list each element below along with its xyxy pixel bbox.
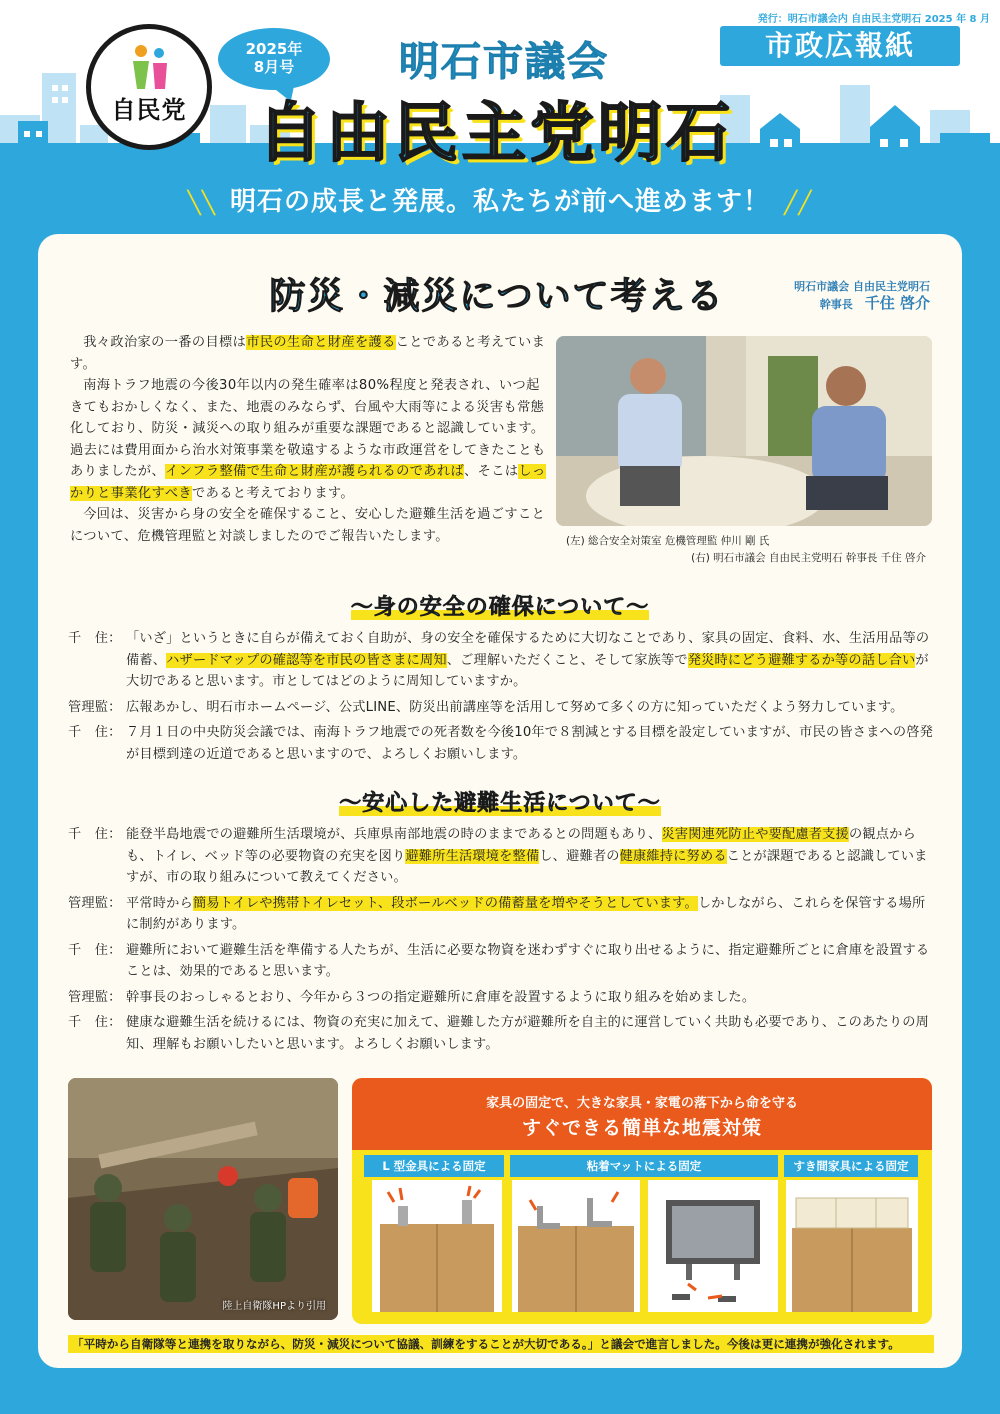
- speaker: 千 住：: [68, 827, 122, 842]
- speaker: 管理監：: [68, 895, 122, 911]
- section-heading: ～安心した避難生活について～: [339, 791, 661, 816]
- intro-paragraph: 南海トラフ地震の今後30年以内の発生確率は80%程度と発表され、いつ起きてもおかしくなく、また、地震のみならず、台風や大雨等による災害も常態化しており、防災・減災への取り組みが重要な課題であると認識しています。過去には費用面から治水対策事業を敬遠するような市政運営をしてきたこともありましたが、インフラ整備で生命と財産が護られるのであれば、そこはしっかりと事業化すべきであると考えております。: [70, 378, 546, 501]
- dialogue-row: 管理監： 広報あかし、明石市ホームページ、公式LINE、防災出前講座等を活用して努めて多くの方に知っていただくよう努力しています。: [68, 697, 934, 719]
- slogan-deco-right: ╱╱: [784, 191, 813, 216]
- dialogue-block: [68, 824, 934, 1059]
- earthquake-tips-subtitle: 家具の固定で、大きな家具・家電の落下から命を守る: [486, 1096, 798, 1111]
- tab-adhesive-mat: 粘着マットによる固定: [510, 1155, 778, 1177]
- party-logo: [86, 24, 212, 150]
- speaker: 管理監：: [68, 989, 122, 1005]
- tab-gap-furniture: すき間家具による固定: [784, 1155, 918, 1177]
- speaker: 千 住：: [68, 1015, 122, 1030]
- photo-caption-right: (右) 明石市議会 自由民主党明石 幹事長 千住 啓介: [691, 552, 926, 564]
- earthquake-tips-title: すぐできる簡単な地震対策: [521, 1117, 762, 1139]
- dialogue-row: 千 住： 「いざ」というときに自らが備えておく自助が、身の安全を確保するために大切なことであり、家具の固定、食料、水、生活用品等の備蓄、ハザードマップの確認等を市民の皆さまに周知、ご理解いただくこと、そして家族等で発災時にどう避難するか等の話し合いが大切であると思います。市としてはどのように周知していますか。: [68, 628, 934, 693]
- speaker: 千 住：: [68, 725, 122, 740]
- rescue-photo-caption: 陸上自衛隊HPより引用: [222, 1301, 326, 1312]
- issue-date: 2025年 8月号: [245, 40, 303, 76]
- author-name: 千住 啓介: [864, 294, 930, 312]
- dialogue-row: 管理監： 平常時から簡易トイレや携帯トイレセット、段ボールベッドの備蓄量を増やそうとしています。しかしながら、これらを保管する場所に制約があります。: [68, 893, 934, 936]
- adhesive-mat-tv-illustration: [648, 1180, 778, 1312]
- gap-furniture-illustration: [786, 1180, 918, 1312]
- paper-type-badge: 市政広報紙: [720, 26, 960, 66]
- intro-paragraph: 我々政治家の一番の目標は市民の生命と財産を護ることであると考えています。: [70, 335, 546, 372]
- masthead: [0, 0, 1000, 175]
- slogan-bar: [0, 175, 1000, 230]
- interview-photo: [556, 336, 932, 526]
- article-title: 防災・減災について考える: [262, 268, 732, 316]
- dialogue-row: 千 住： 避難所において避難生活を準備する人たちが、生活に必要な物資を迷わずすぐに取り出せるように、指定避難所ごとに倉庫を設置することは、効果的であると思います。: [68, 940, 934, 983]
- slogan-text: 明石の成長と発展。私たちが前へ進めます！: [229, 187, 770, 217]
- section-heading: ～身の安全の確保について～: [350, 595, 650, 620]
- tab-l-bracket: L 型金具による固定: [364, 1155, 504, 1177]
- party-logo-text: 自民党: [108, 90, 191, 125]
- speaker: 千 住：: [68, 942, 122, 958]
- adhesive-mat-furniture-illustration: [512, 1180, 640, 1312]
- dialogue-block: [68, 628, 934, 769]
- dialogue-row: 千 住： 能登半島地震での避難所生活環境が、兵庫県南部地震の時のままであるとの問題もあり、災害関連死防止や要配慮者支援の観点からも、トイレ、ベッド等の必要物資の充実を図り避難所生活環境を整備し、避難者の健康維持に努めることが課題であると認識していますが、市の取り組みについて教えてください。: [68, 824, 934, 889]
- rescue-photo: [68, 1078, 338, 1320]
- speaker: 管理監：: [68, 699, 122, 715]
- speaker: 千 住：: [68, 631, 122, 646]
- title-council: 明石市議会: [399, 39, 609, 85]
- author-role: 幹事長: [819, 298, 853, 311]
- dialogue-row: 千 住： 健康な避難生活を続けるには、物資の充実に加えて、避難した方が避難所を自主的に運営していく共助も必要であり、このあたりの周知、理解もお願いしたいと思います。よろしくお願いします。: [68, 1012, 934, 1055]
- dialogue-row: 千 住： ７月１日の中央防災会議では、南海トラフ地震での死者数を今後10年で８割減とする目標を設定していますが、市民の皆さまへの啓発が目標到達の近道であると思いますので、よろしくお願いします。: [68, 722, 934, 765]
- slogan-deco-left: ╲╲: [187, 191, 216, 216]
- author-org: 明石市議会 自由民主党明石: [794, 280, 930, 293]
- l-bracket-illustration: [372, 1180, 502, 1312]
- publisher-note: 発行：明石市議会内 自由民主党明石 2025 年 8 月: [757, 14, 990, 25]
- earthquake-tips-header: [352, 1078, 932, 1150]
- author: [770, 292, 930, 313]
- photo-caption-left: (左) 総合安全対策室 危機管理監 仲川 剛 氏: [566, 535, 770, 547]
- title-party: 自由民主党明石: [258, 97, 734, 171]
- intro-paragraph: 今回は、災害から身の安全を確保すること、安心した避難生活を過ごすことについて、危機管理監と対談しましたのでご報告いたします。: [70, 507, 546, 544]
- people-icon: [121, 43, 177, 93]
- footer-note: 「平時から自衛隊等と連携を取りながら、防災・減災について協議、訓練をすることが大切である。」と議会で進言しました。今後は更に連携が強化されます。: [68, 1335, 934, 1353]
- issue-date-bubble: [218, 28, 330, 90]
- intro-text: [70, 332, 548, 547]
- dialogue-row: 管理監： 幹事長のおっしゃるとおり、今年から３つの指定避難所に倉庫を設置するように取り組みを始めました。: [68, 987, 934, 1009]
